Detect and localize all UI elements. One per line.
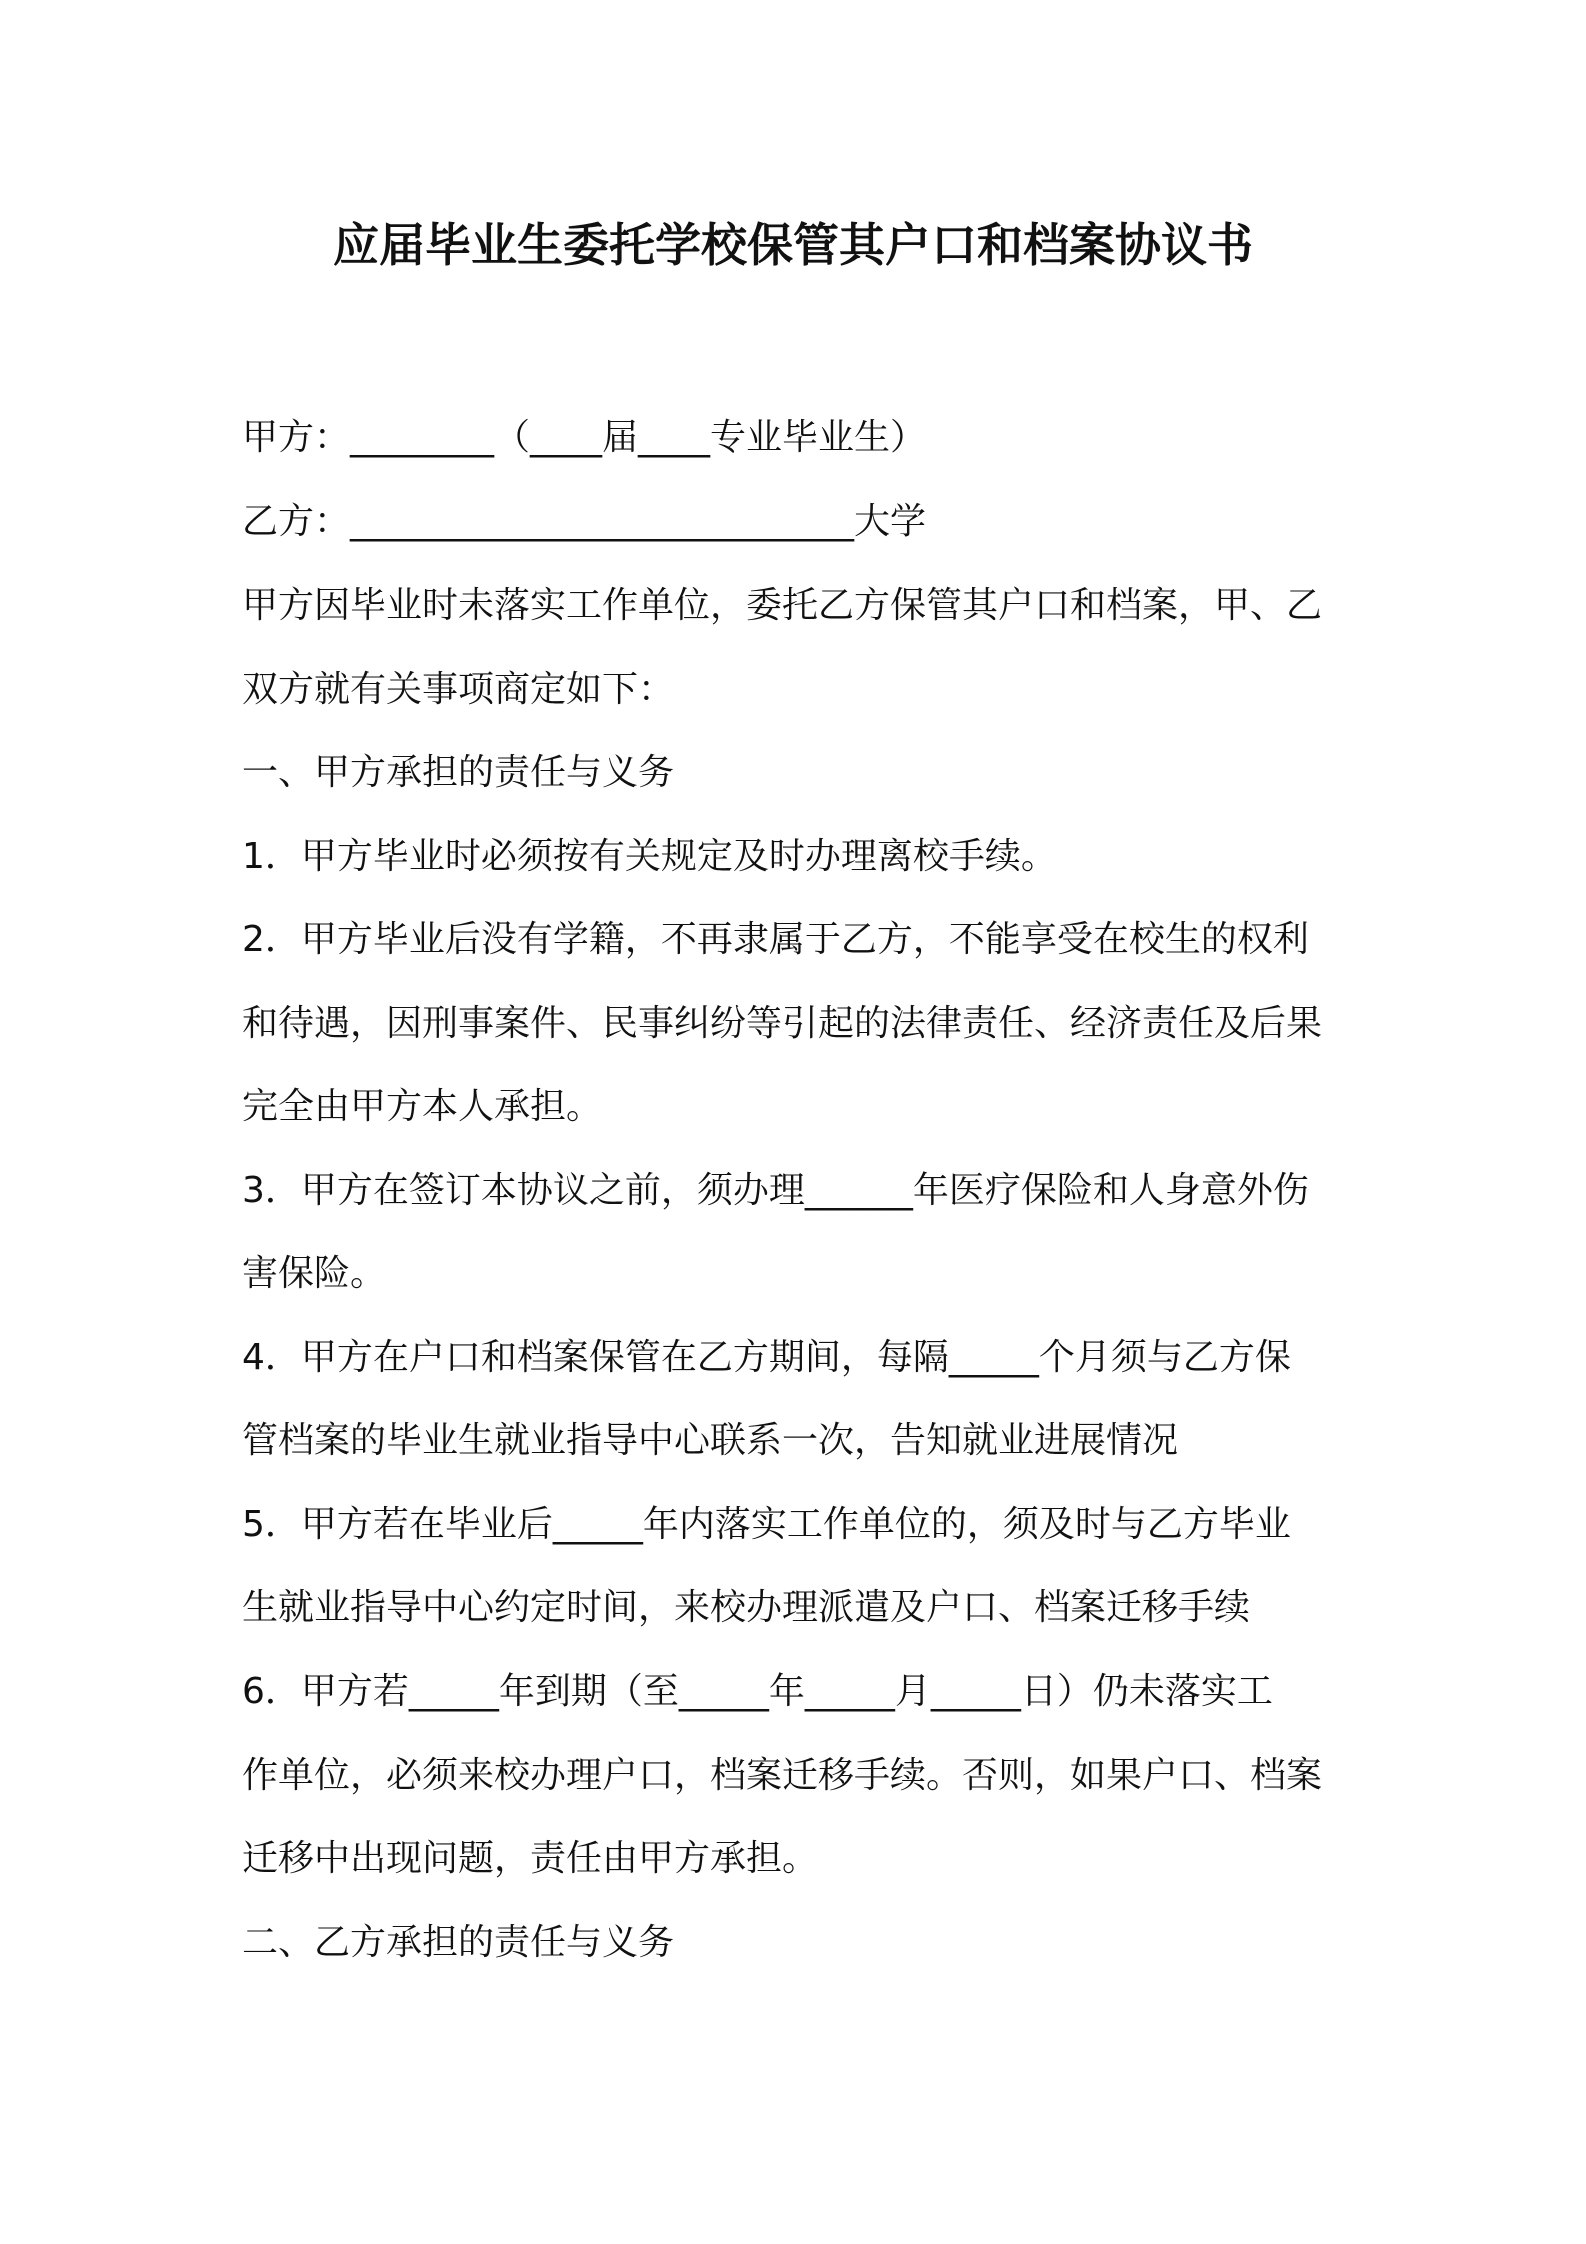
clause-4-line-2: 管档案的毕业生就业指导中心联系一次，告知就业进展情况 [242,1420,1179,1461]
clause-6-line-2: 作单位，必须来校办理户口，档案迁移手续。否则，如果户口、档案 [242,1755,1323,1796]
clause-5-line-1: 5．甲方若在毕业后_____年内落实工作单位的，须及时与乙方毕业 [242,1504,1291,1545]
clause-4-line-1: 4．甲方在户口和档案保管在乙方期间，每隔_____个月须与乙方保 [242,1337,1291,1378]
intro-line-1: 甲方因毕业时未落实工作单位，委托乙方保管其户口和档案，甲、乙 [242,585,1323,626]
intro-line-2: 双方就有关事项商定如下： [242,669,675,710]
party-a-line: 甲方：________（____届____专业毕业生） [242,417,927,458]
clause-3-line-2: 害保险。 [242,1253,387,1294]
clause-6-line-1: 6．甲方若_____年到期（至_____年_____月_____日）仍未落实工 [242,1671,1273,1712]
section-1-heading: 一、甲方承担的责任与义务 [242,752,675,793]
clause-2-line-1: 2．甲方毕业后没有学籍，不再隶属于乙方，不能享受在校生的权利 [242,919,1309,960]
clause-6-line-3: 迁移中出现问题，责任由甲方承担。 [242,1838,819,1879]
document-title: 应届毕业生委托学校保管其户口和档案协议书 [333,218,1253,272]
clause-5-line-2: 生就业指导中心约定时间，来校办理派遣及户口、档案迁移手续 [242,1587,1251,1628]
section-2-heading: 二、乙方承担的责任与义务 [242,1922,675,1963]
clause-2-line-2: 和待遇，因刑事案件、民事纠纷等引起的法律责任、经济责任及后果 [242,1003,1323,1044]
clause-2-line-3: 完全由甲方本人承担。 [242,1086,603,1127]
clause-1-line-1: 1．甲方毕业时必须按有关规定及时办理离校手续。 [242,836,1057,877]
party-b-line: 乙方：____________________________大学 [242,501,927,542]
clause-3-line-1: 3．甲方在签订本协议之前，须办理______年医疗保险和人身意外伤 [242,1170,1309,1211]
